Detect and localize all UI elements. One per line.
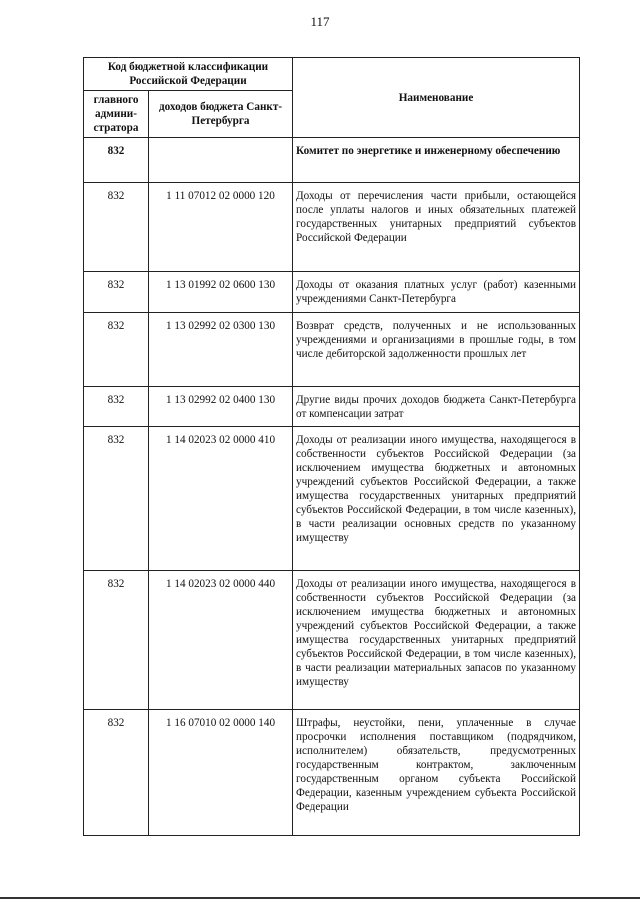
name-cell: Комитет по энергетике и инженерному обеспечению [293, 138, 580, 183]
income-code-cell [149, 138, 293, 183]
income-code-cell: 1 14 02023 02 0000 410 [149, 427, 293, 571]
header-group-label: Код бюджетной классификации Российской Федерации [84, 58, 293, 91]
admin-code-cell: 832 [84, 387, 149, 427]
admin-code-cell: 832 [84, 183, 149, 272]
bottom-rule [0, 897, 640, 899]
income-code-cell: 1 16 07010 02 0000 140 [149, 710, 293, 836]
name-cell: Штрафы, неустойки, пени, уплаченные в случае просрочки исполнения поставщиком (подрядчиком, исполнителем) обязательств, предусмотренных государственным контрактом, заключенным государственным органом субъекта Российской Федерации, казенным учреждением субъекта Российской Федерации [293, 710, 580, 836]
name-cell: Доходы от реализации иного имущества, находящегося в собственности субъектов Российской Федерации (за исключением имущества бюджетных и автономных учреждений субъектов Российской Федерации, а также имущества государственных унитарных предприятий субъектов Российской Федерации, в том числе казенных), в части реализации материальных запасов по указанному имуществу [293, 571, 580, 710]
income-code-cell: 1 13 02992 02 0400 130 [149, 387, 293, 427]
table-row [84, 183, 580, 272]
header-admin: главного админи-стратора [84, 91, 149, 138]
admin-code-cell: 832 [84, 272, 149, 313]
admin-code-cell: 832 [84, 313, 149, 387]
table-row [84, 571, 580, 710]
admin-code-cell: 832 [84, 138, 149, 183]
header-name: Наименование [293, 58, 580, 138]
income-code-cell: 1 11 07012 02 0000 120 [149, 183, 293, 272]
name-cell: Доходы от оказания платных услуг (работ) казенными учреждениями Санкт-Петербурга [293, 272, 580, 313]
admin-code-cell: 832 [84, 427, 149, 571]
name-cell: Другие виды прочих доходов бюджета Санкт-Петербурга от компенсации затрат [293, 387, 580, 427]
budget-classification-table [83, 57, 580, 836]
table-header [84, 58, 580, 138]
header-income: доходов бюджета Санкт-Петербурга [149, 91, 293, 138]
income-code-cell: 1 13 01992 02 0600 130 [149, 272, 293, 313]
table-row [84, 710, 580, 836]
table-row [84, 138, 580, 183]
table-row [84, 313, 580, 387]
table-row [84, 272, 580, 313]
table-row [84, 427, 580, 571]
page-number: 117 [310, 14, 330, 29]
admin-code-cell: 832 [84, 710, 149, 836]
table-row [84, 387, 580, 427]
income-code-cell: 1 13 02992 02 0300 130 [149, 313, 293, 387]
income-code-cell: 1 14 02023 02 0000 440 [149, 571, 293, 710]
name-cell: Доходы от реализации иного имущества, находящегося в собственности субъектов Российской Федерации (за исключением имущества бюджетных и автономных учреждений субъектов Российской Федерации, а также имущества государственных унитарных предприятий субъектов Российской Федерации, в том числе казенных), в части реализации основных средств по указанному имуществу [293, 427, 580, 571]
admin-code-cell: 832 [84, 571, 149, 710]
name-cell: Возврат средств, полученных и не использованных учреждениями и организациями в прошлые годы, в том числе дебиторской задолженности прошлых лет [293, 313, 580, 387]
name-cell: Доходы от перечисления части прибыли, остающейся после уплаты налогов и иных обязательных платежей государственных унитарных предприятий субъектов Российской Федерации [293, 183, 580, 272]
